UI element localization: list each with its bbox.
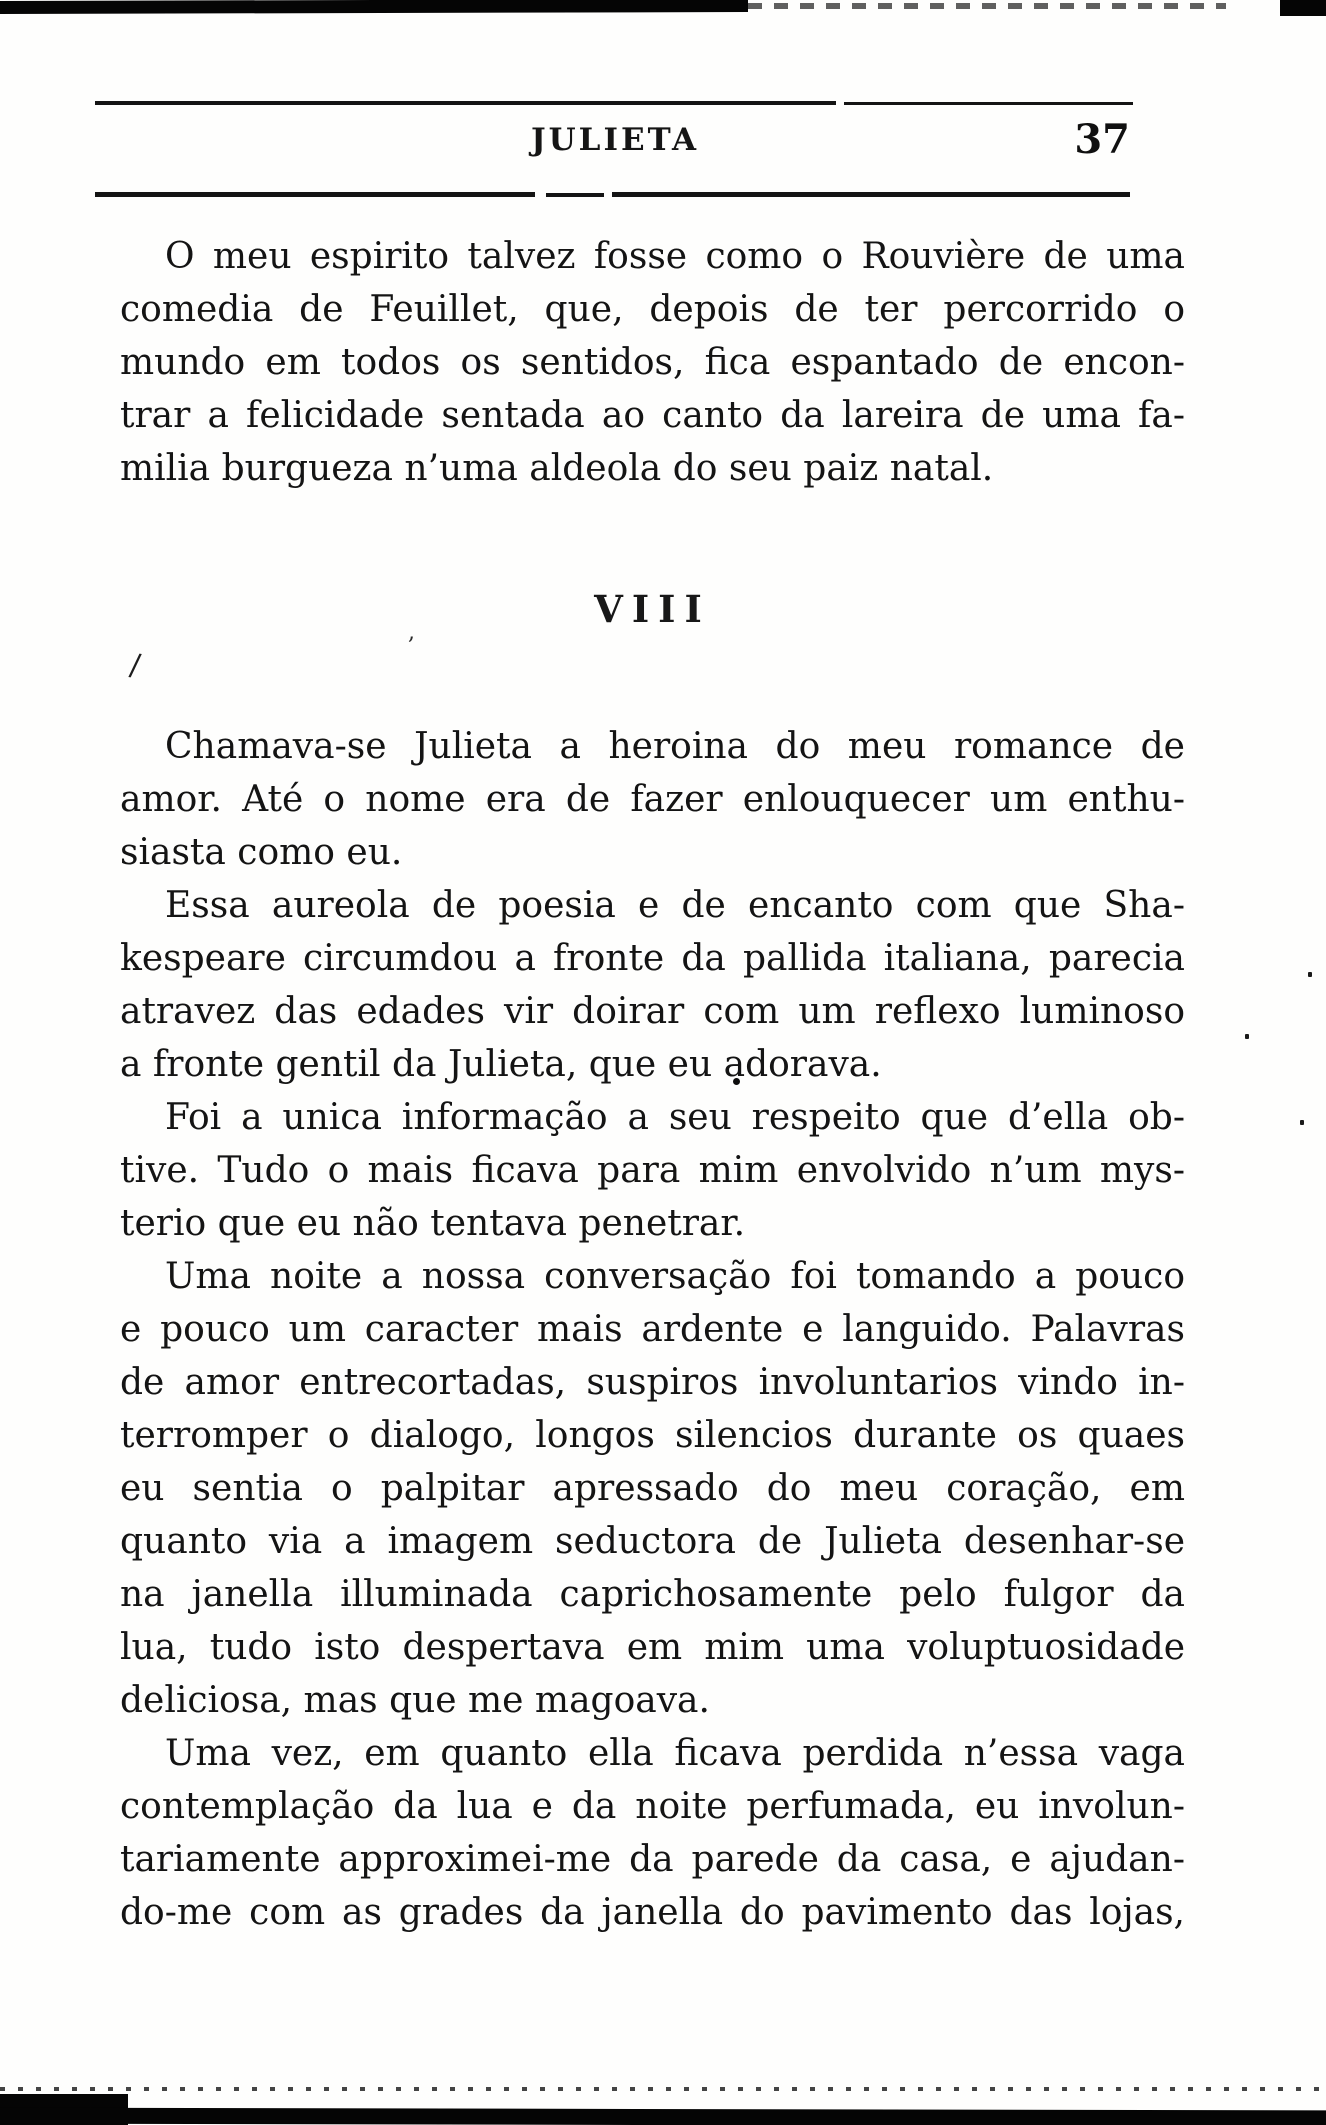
page-body (120, 230, 1185, 1939)
text-line: deliciosa, mas que me magoava. (120, 1680, 710, 1721)
text-line: atravez das edades vir doirar com um reflexo luminoso (120, 991, 1185, 1032)
text-line: lua, tudo isto despertava em mim uma voluptuosidade (120, 1627, 1185, 1668)
paragraph (120, 1250, 1185, 1727)
page-number: 37 (1074, 116, 1130, 163)
paragraph (120, 1727, 1185, 1939)
scan-speck (1245, 1034, 1249, 1039)
text-line: tariamente approximei-me da parede da casa, e ajudan- (120, 1839, 1185, 1880)
text-line: mundo em todos os sentidos, fica espantado de encon- (120, 342, 1185, 383)
header-rule-bottom (612, 192, 1130, 197)
running-header-title: JULIETA (530, 122, 700, 158)
header-rule-top (844, 102, 1133, 105)
scan-speck (1308, 972, 1312, 977)
text-line: tive. Tudo o mais ficava para mim envolvido n’um mys- (120, 1150, 1185, 1191)
scan-speck (1300, 1120, 1304, 1125)
scan-artifact-bottom-band (0, 2108, 1326, 2125)
text-line: trar a felicidade sentada ao canto da lareira de uma fa- (120, 395, 1185, 436)
text-line: milia burgueza n’uma aldeola do seu paiz natal. (120, 448, 994, 489)
text-line: contemplação da lua e da noite perfumada, eu involun- (120, 1786, 1185, 1827)
header-rule-top (95, 101, 836, 105)
scan-mark-tick: , (408, 620, 415, 645)
paragraph (120, 720, 1185, 879)
text-line: Foi a unica informação a seu respeito que d’ella ob- (165, 1097, 1185, 1138)
scan-mark-slash: / (127, 647, 143, 684)
paragraph (120, 1091, 1185, 1250)
scan-artifact-top-left-band (0, 0, 748, 14)
text-line: kespeare circumdou a fronte da pallida italiana, parecia (120, 938, 1185, 979)
text-line: Essa aureola de poesia e de encanto com que Sha- (165, 885, 1185, 926)
paragraph (120, 230, 1185, 495)
scan-artifact-bottom-dots (0, 2087, 1326, 2091)
scan-artifact-top-specks (748, 3, 1226, 9)
paragraph (120, 879, 1185, 1091)
text-line: comedia de Feuillet, que, depois de ter percorrido o (120, 289, 1185, 330)
text-line: siasta como eu. (120, 832, 403, 873)
chapter-heading: VIII (594, 587, 711, 631)
text-line: Uma vez, em quanto ella ficava perdida n’essa vaga (165, 1733, 1185, 1774)
text-line: na janella illuminada caprichosamente pelo fulgor da (120, 1574, 1185, 1615)
text-line: do-me com as grades da janella do pavimento das lojas, (120, 1892, 1185, 1933)
text-line: amor. Até o nome era de fazer enlouquecer um enthu- (120, 779, 1185, 820)
text-line: O meu espirito talvez fosse como o Rouvière de uma (165, 236, 1185, 277)
text-line: quanto via a imagem seductora de Julieta desenhar-se (120, 1521, 1185, 1562)
text-line: Uma noite a nossa conversação foi tomando a pouco (165, 1256, 1185, 1297)
text-line: eu sentia o palpitar apressado do meu coração, em (120, 1468, 1185, 1509)
text-line: Chamava-se Julieta a heroina do meu romance de (165, 726, 1185, 767)
text-line: de amor entrecortadas, suspiros involuntarios vindo in- (120, 1362, 1185, 1403)
text-line: e pouco um caracter mais ardente e languido. Palavras (120, 1309, 1185, 1350)
header-rule-bottom (95, 192, 535, 197)
scan-artifact-top-right-corner (1280, 0, 1326, 16)
text-line: a fronte gentil da Julieta, que eu adorava. (120, 1044, 882, 1085)
header-rule-bottom (546, 193, 604, 197)
text-line: terromper o dialogo, longos silencios durante os quaes (120, 1415, 1185, 1456)
text-line: terio que eu não tentava penetrar. (120, 1203, 746, 1244)
